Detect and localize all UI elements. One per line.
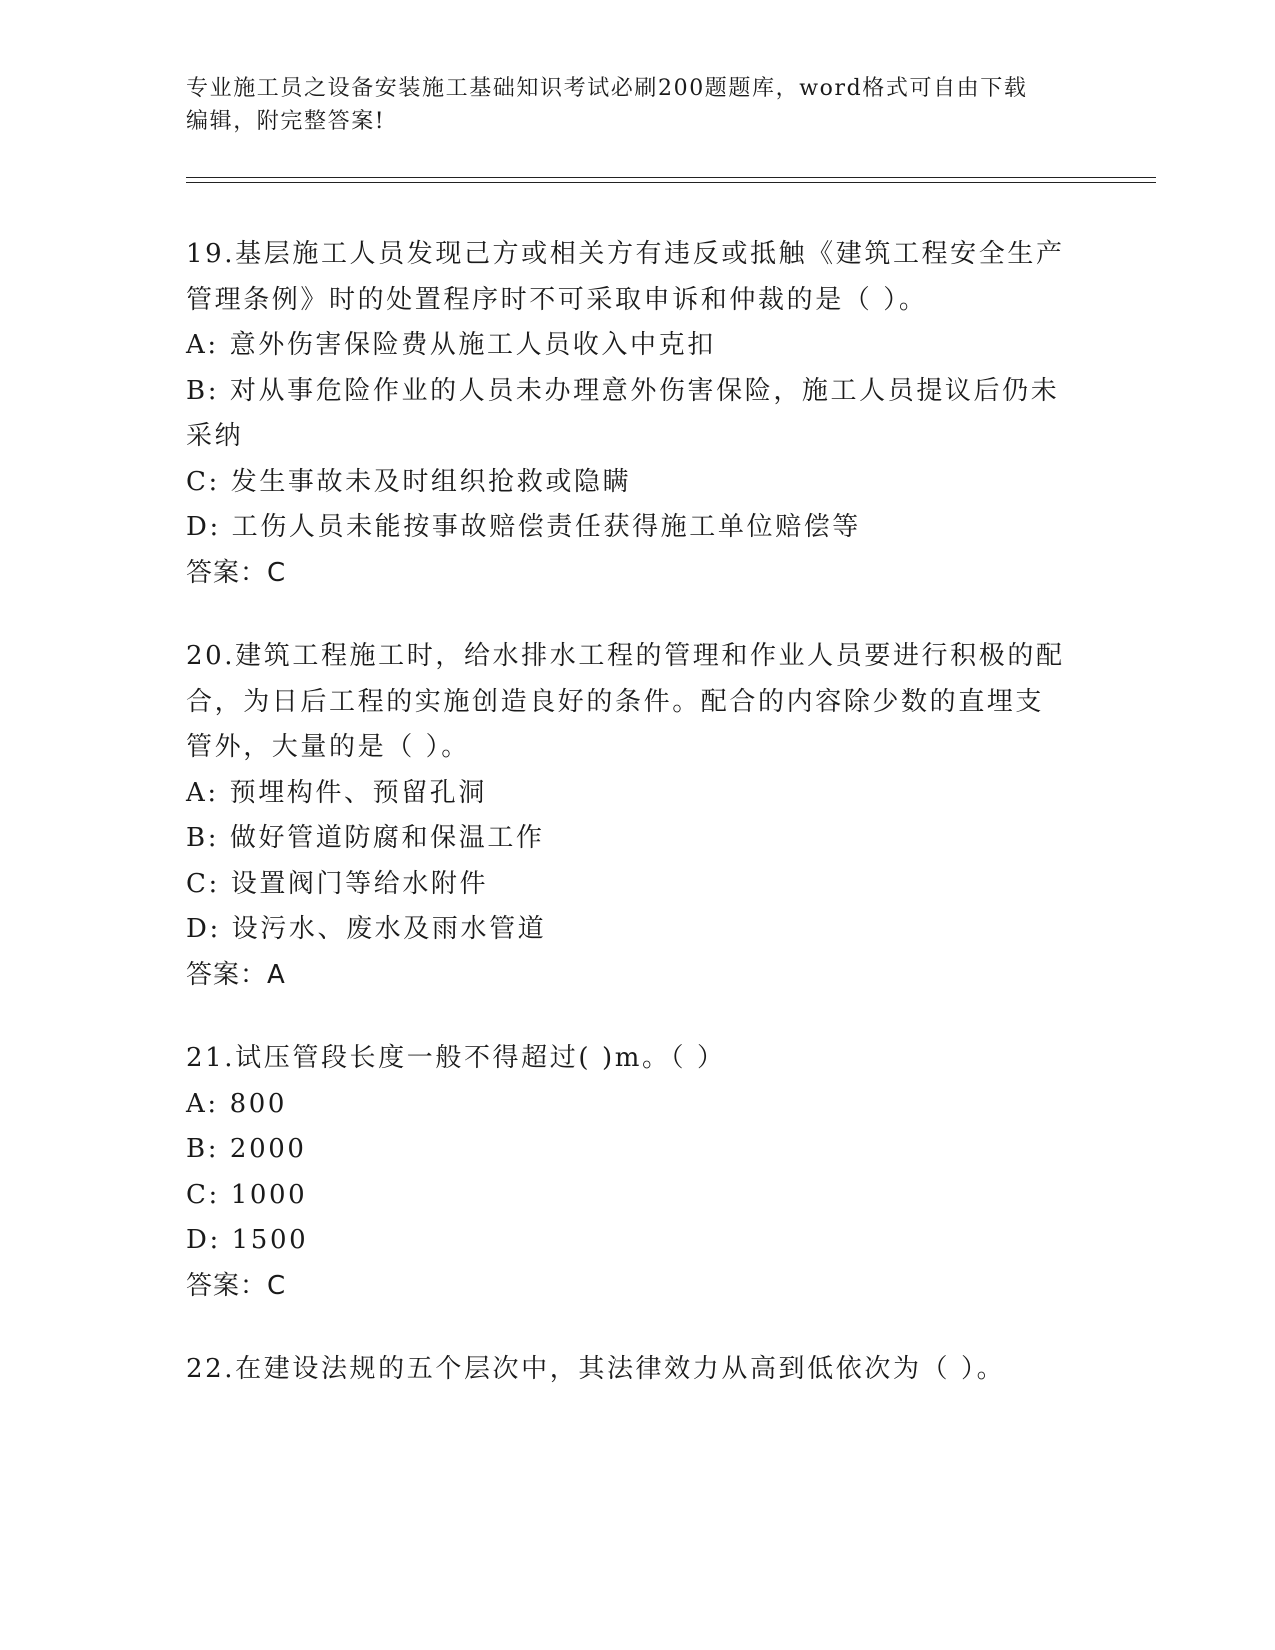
question-stem-line: 合，为日后工程的实施创造良好的条件。配合的内容除少数的直埋支 <box>186 686 1045 717</box>
question-stem-line: 20.建筑工程施工时，给水排水工程的管理和作业人员要进行积极的配 <box>186 641 1065 671</box>
option-a: A: 800 <box>186 1088 288 1119</box>
answer-label: 答案：C <box>186 1270 287 1301</box>
option-b: B: 对从事危险作业的人员未办理意外伤害保险，施工人员提议后仍未 <box>186 375 1060 406</box>
option-b: B: 做好管道防腐和保温工作 <box>186 823 545 853</box>
option-d: D: 1500 <box>186 1225 309 1255</box>
option-c: C: 1000 <box>186 1179 308 1210</box>
question-stem-line: 22.在建设法规的五个层次中，其法律效力从高到低依次为（ ）。 <box>186 1354 1006 1384</box>
header-title-line-2: 编辑，附完整答案! <box>186 109 386 134</box>
question-stem-line: 管理条例》时的处置程序时不可采取申诉和仲裁的是（ ）。 <box>186 284 928 315</box>
option-c: C: 发生事故未及时组织抢救或隐瞒 <box>186 466 632 497</box>
question-20 <box>186 634 1156 998</box>
question-stem-line: 21.试压管段长度一般不得超过( )m。（ ） <box>186 1043 726 1073</box>
option-b-continued: 采纳 <box>186 421 244 451</box>
answer-label: 答案：A <box>186 959 286 990</box>
header-divider-bottom <box>186 182 1156 183</box>
option-d: D: 设污水、废水及雨水管道 <box>186 914 547 944</box>
option-b: B: 2000 <box>186 1134 307 1164</box>
document-header <box>186 72 1156 138</box>
option-a: A: 预埋构件、预留孔洞 <box>186 777 488 808</box>
option-c: C: 设置阀门等给水附件 <box>186 868 489 899</box>
option-d: D: 工伤人员未能按事故赔偿责任获得施工单位赔偿等 <box>186 512 861 542</box>
question-stem-line: 19.基层施工人员发现己方或相关方有违反或抵触《建筑工程安全生产 <box>186 239 1065 269</box>
question-list <box>186 232 1156 1393</box>
header-title-line-1: 专业施工员之设备安装施工基础知识考试必刷200题题库，word格式可自由下载 <box>186 76 1028 101</box>
question-22 <box>186 1347 1156 1393</box>
question-stem-line: 管外，大量的是（ ）。 <box>186 732 470 762</box>
question-21 <box>186 1036 1156 1309</box>
question-19 <box>186 232 1156 596</box>
answer-label: 答案：C <box>186 557 287 588</box>
header-divider-top <box>186 177 1156 178</box>
option-a: A: 意外伤害保险费从施工人员收入中克扣 <box>186 330 716 360</box>
